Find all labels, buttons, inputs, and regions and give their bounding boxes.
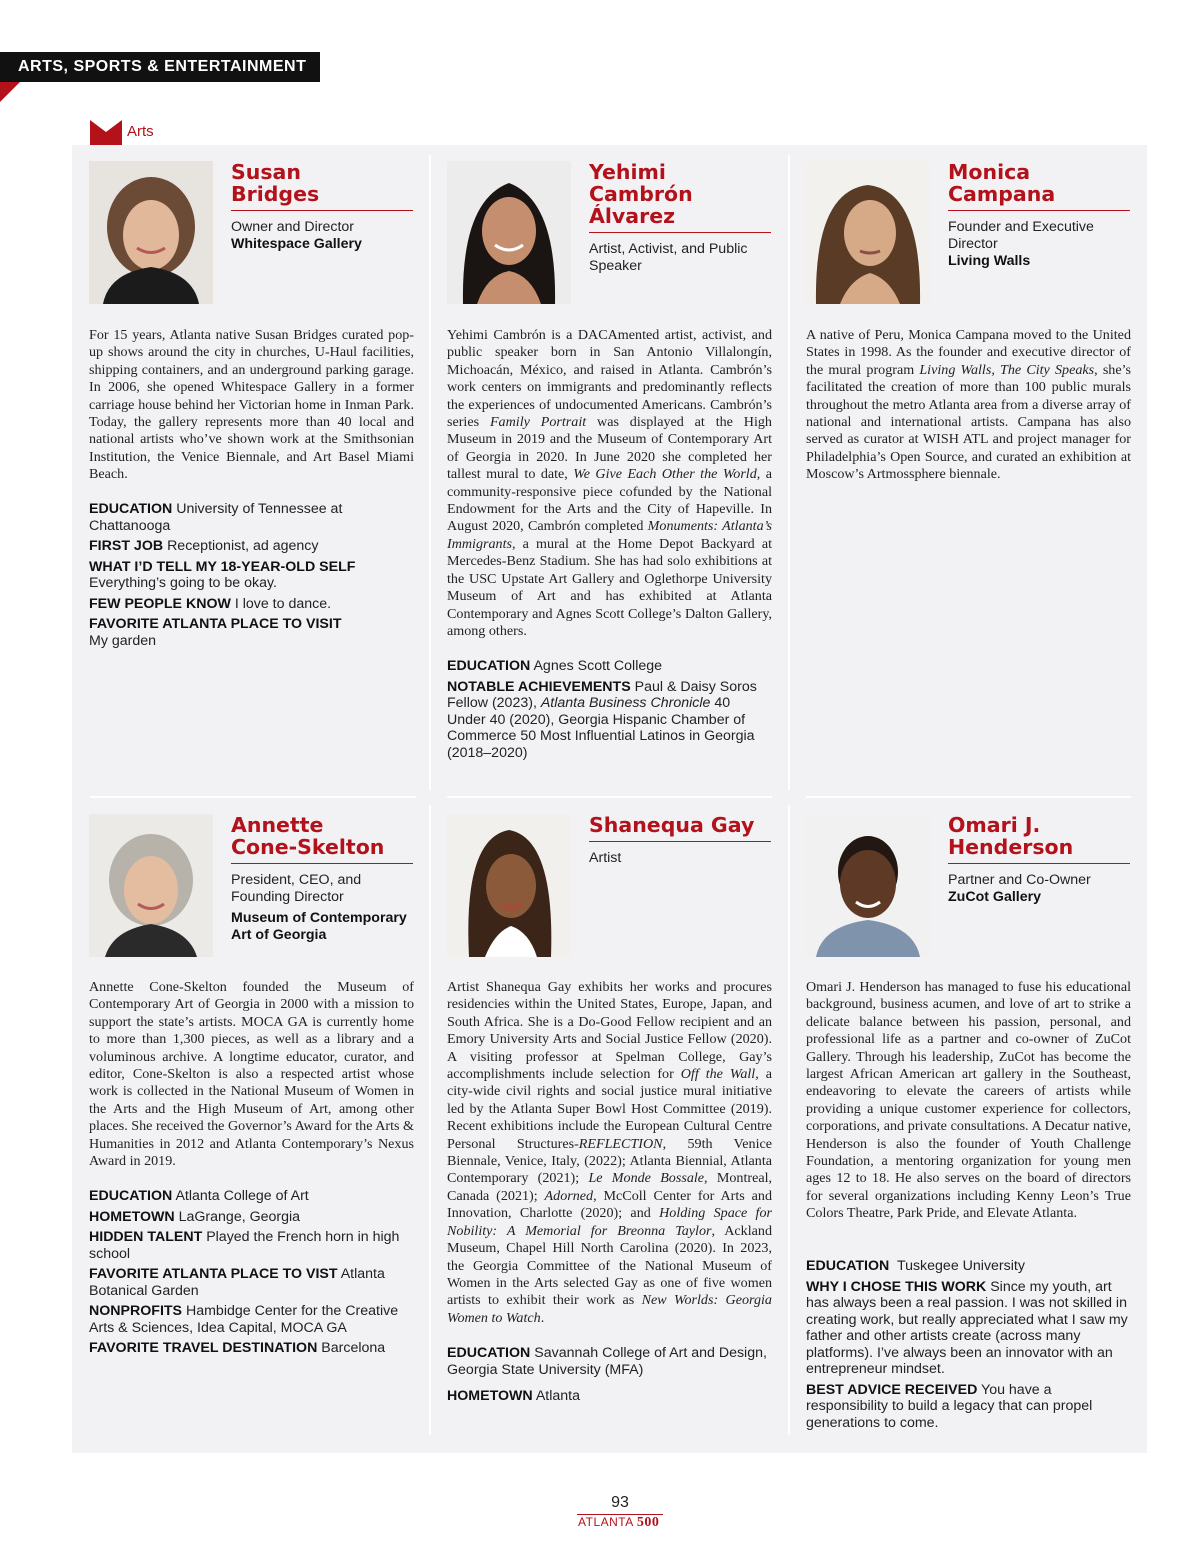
name-rule <box>589 232 771 233</box>
portrait-photo <box>447 161 571 304</box>
profile-bio <box>447 979 772 1327</box>
fact-key: FAVORITE ATLANTA PLACE TO VISIT <box>89 616 342 632</box>
column-divider <box>429 805 431 1435</box>
name-rule <box>231 210 413 211</box>
column-divider <box>788 155 790 790</box>
fact-key: FIRST JOB <box>89 538 164 554</box>
bio-title: New Worlds: Georgia Women to Watch <box>447 1292 772 1326</box>
fact-key: EDUCATION <box>89 1188 173 1204</box>
fact-value: Receptionist, ad agency <box>167 538 319 554</box>
fact-item <box>447 679 772 762</box>
fact-key: EDUCATION <box>806 1258 890 1274</box>
column-divider <box>788 805 790 1435</box>
fact-key: HIDDEN TALENT <box>89 1229 203 1245</box>
fact-key: EDUCATION <box>89 501 173 517</box>
fact-item <box>89 538 414 555</box>
profile-name: Shanequa Gay <box>589 813 755 837</box>
portrait-photo <box>806 814 930 957</box>
fact-key: FAVORITE ATLANTA PLACE TO VIST <box>89 1266 338 1282</box>
profile-facts <box>89 1188 414 1361</box>
publication-brand <box>578 1515 659 1531</box>
portrait-photo <box>806 161 930 304</box>
profile-name: Yehimi <box>589 160 666 184</box>
fact-key: EDUCATION <box>447 658 531 674</box>
bio-text: Artist Shanequa Gay exhibits her works and procures residencies within the United States, Europe, Japan, and South Africa. She is a Do-Good Fellow recipient and an Emory University Arts and Social Justice Fellow (2020). A visiting professor at Spelman College, Gay’s accomplishments include selection for <box>447 979 772 1083</box>
profile-card <box>447 814 772 1414</box>
name-rule <box>948 210 1130 211</box>
profile-org: Museum of Contemporary Art of Georgia <box>231 910 407 943</box>
profile-header <box>948 161 1130 270</box>
bio-text: was displayed at the High Museum in 2019 and the Museum of Contemporary Art of Georgia in 2020. In June 2020 she completed her tallest mural to date, <box>447 414 772 483</box>
bio-text: . <box>540 1309 545 1326</box>
bio-title: Off the Wall <box>680 1066 756 1083</box>
profile-header <box>231 814 413 944</box>
profile-card <box>89 814 414 1374</box>
bio-text: , she’s facilitated the creation of more than 100 public murals throughout the metro Atlanta area from a diverse array of national and international artists. Campana has also served as curator at WISH ATL and project manager for Philadelphia’s Open Source, and curated an exhibition at Moscow’s Artmossphere biennale. <box>806 361 1131 483</box>
profile-header <box>589 161 771 275</box>
profile-name: Bridges <box>231 182 320 206</box>
brand-text: ATLANTA <box>578 1515 634 1529</box>
profile-name: Campana <box>948 182 1056 206</box>
profile-header <box>231 161 413 253</box>
bio-text: , Ackland Museum, Chapel Hill North Carolina (2020). In 2023, the Georgia Committee of the National Museum of Women in the Arts selected Gay as one of five women artists to exhibit their work as <box>447 1222 772 1309</box>
profile-card <box>806 814 1131 1434</box>
fact-value: Hambidge Center for the Creative Arts & Sciences, Idea Capital, MOCA GA <box>89 1303 399 1336</box>
profile-name: Susan <box>231 160 301 184</box>
fact-value: You have a responsibility to build a legacy that can propel generations to come. <box>806 1381 1093 1431</box>
bio-text: A native of Peru, Monica Campana moved to the United States in 1998. As the founder and executive director of the mural program <box>806 327 1131 378</box>
profile-header <box>948 814 1130 906</box>
fact-value: Atlanta <box>535 1388 580 1404</box>
profile-facts <box>806 1258 1131 1435</box>
profile-card <box>806 161 1131 511</box>
profile-name: Omari J. <box>948 813 1041 837</box>
fact-key: WHY I CHOSE THIS WORK <box>806 1278 987 1295</box>
profile-org: ZuCot Gallery <box>948 889 1042 905</box>
fact-key: FEW PEOPLE KNOW <box>89 595 231 612</box>
fact-item <box>89 1340 414 1357</box>
profile-bio: Omari J. Henderson has managed to fuse his educational background, business acumen, and love of art to strike a delicate balance between his passion, personal, and professional life as a partner and co-owner of ZuCot Gallery. Through his leadership, ZuCot has become the largest African American art gallery in the Southeast, endeavoring to elevate the careers of artists while providing a unique customer experience for collectors, corporations, and private consultations. A Decatur native, Henderson is also the founder of Youth Challenge Foundation, a mentoring organization for young men ages 12 to 18. He also serves on the board of directors for several organizations including Kenny Leon’s True Colors Theatre, Park Pride, and Elevate Atlanta. <box>806 979 1131 1222</box>
fact-value: University of Tennessee at Chattanooga <box>89 501 343 534</box>
section-corner <box>0 82 20 102</box>
bio-title: Monuments: Atlanta’s Immigrants <box>447 518 772 552</box>
fact-item <box>447 1388 772 1405</box>
profile-org: Whitespace Gallery <box>231 236 362 252</box>
column-divider <box>429 155 431 790</box>
bio-text: Yehimi Cambrón is a DACAmented artist, activist, and public speaker born in San Antonio Villalongín, Michoacán, México, and raised in Atlanta. Cambrón’s work centers on immigrants and predominantly reflects the experiences of undocumented Americans. Cambrón’s series <box>447 327 772 431</box>
profile-name: Cambrón <box>589 182 693 206</box>
bio-title: REFLECTION <box>578 1135 663 1152</box>
profile-org: Living Walls <box>948 253 1031 269</box>
bio-title: Le Monde Bossale <box>588 1170 705 1187</box>
name-rule <box>948 863 1130 864</box>
profile-name: Monica <box>948 160 1031 184</box>
bio-text: , a city-wide civil rights and social justice mural initiative led by the Atlanta Super Bowl Host Committee (2019). Recent exhibitions include the European Cultural Centre Personal Structures- <box>447 1066 772 1152</box>
page-number: 93 <box>611 1494 629 1511</box>
row-divider <box>90 796 416 798</box>
bio-title: Living Walls, The City Speaks <box>919 361 1095 378</box>
profile-role: Artist, Activist, and Public Speaker <box>589 241 748 274</box>
bio-text: , Montreal, Canada (2021); <box>447 1170 773 1204</box>
profile-name: Henderson <box>948 835 1074 859</box>
fact-item <box>89 616 414 649</box>
profile-name: Cone-Skelton <box>231 835 385 859</box>
fact-value: Paul & Daisy Soros Fellow (2023), <box>447 678 757 711</box>
fact-item <box>89 1266 414 1299</box>
fact-value: Atlanta College of Art <box>175 1188 309 1204</box>
fact-item <box>806 1279 1131 1378</box>
bio-text: , 59th Venice Biennale, Venice, Italy, (2022); Atlanta Biennial, Atlanta Contemporary (2021); <box>447 1135 772 1187</box>
fact-item <box>89 1229 414 1262</box>
category-label: Arts <box>127 123 154 140</box>
profile-role: Partner and Co-Owner <box>948 872 1091 888</box>
fact-value: Since my youth, art has always been a real passion. I was not skilled in creating work, but really appreciated what I saw my father and other artists create (across many platforms). I’ve always been an innovator with an entrepreneur mindset. <box>806 1278 1128 1377</box>
profile-bio <box>806 327 1131 484</box>
fact-key: FAVORITE TRAVEL DESTINATION <box>89 1340 318 1356</box>
row-divider <box>447 796 772 798</box>
fact-value: Savannah College of Art and Design, Georgia State University (MFA) <box>447 1345 767 1378</box>
fact-key: HOMETOWN <box>89 1208 175 1225</box>
profile-bio <box>447 327 772 640</box>
fact-key: NOTABLE ACHIEVEMENTS <box>447 678 631 695</box>
profile-card <box>89 161 414 661</box>
fact-item <box>89 596 414 613</box>
fact-item <box>89 559 414 592</box>
fact-item <box>89 501 414 534</box>
fact-item <box>447 1345 772 1378</box>
fact-key: EDUCATION <box>447 1345 531 1361</box>
fact-value: Played the French horn in high school <box>89 1229 400 1262</box>
profile-name: Álvarez <box>589 204 676 228</box>
portrait-photo <box>89 161 213 304</box>
profile-role: President, CEO, and Founding Director <box>231 872 362 905</box>
fact-value-title: Atlanta Business Chronicle <box>540 695 711 711</box>
profile-header <box>589 814 771 867</box>
fact-item <box>89 1303 414 1336</box>
bio-title: Adorned <box>544 1187 594 1204</box>
fact-value: Tuskegee University <box>896 1258 1025 1274</box>
bio-text: , McColl Center for Arts and Innovation, Charlotte (2020); and <box>447 1187 772 1222</box>
profile-bio: Annette Cone-Skelton founded the Museum of Contemporary Art of Georgia in 2000 with a mission to support the state’s artists. MOCA GA is currently home to more than 1,300 pieces, as well as a library and a voluminous archive. A longtime educator, curator, and editor, Cone-Skelton is also a respected artist whose work is collected in the National Museum of Women in the Arts and the High Museum of Art, among other places. She received the Governor’s Award for the Arts & Humanities in 2012 and Atlanta Contemporary’s Nexus Award in 2019. <box>89 979 414 1170</box>
bio-title: Family Portrait <box>489 414 587 431</box>
name-rule <box>231 863 413 864</box>
portrait-photo <box>89 814 213 957</box>
profile-facts <box>89 501 414 653</box>
fact-value: LaGrange, Georgia <box>178 1208 301 1225</box>
fact-value: Barcelona <box>321 1340 386 1356</box>
profile-role: Founder and Executive Director <box>948 219 1094 252</box>
fact-value: I love to dance. <box>234 595 332 612</box>
fact-key: WHAT I’D TELL MY 18-YEAR-OLD SELF <box>89 558 356 575</box>
profile-name: Annette <box>231 813 324 837</box>
portrait-photo <box>447 814 571 957</box>
row-divider <box>806 796 1131 798</box>
profile-bio: For 15 years, Atlanta native Susan Bridges curated pop-up shows around the city in churches, U-Haul facilities, shipping containers, and an underground parking garage. In 2006, she opened Whitespace Gallery in a former carriage house behind her Victorian home in Inman Park. Today, the gallery represents more than 40 local and national artists who’ve shown work at the Smithsonian Institution, the Venice Biennale, and Art Basel Miami Beach. <box>89 327 414 483</box>
fact-item <box>89 1188 414 1205</box>
fact-value: Everything’s going to be okay. <box>89 575 277 591</box>
fact-item <box>447 658 772 675</box>
name-rule <box>589 841 771 842</box>
bio-text: , a mural at the Home Depot Backyard at Mercedes-Benz Stadium. She has had solo exhibitions at the USC Upstate Art Gallery and Oglethorpe University Museum of Art and has exhibited at Atlanta Contemporary and Agnes Scott College’s Dalton Gallery, among others. <box>447 535 772 639</box>
fact-key: NONPROFITS <box>89 1303 183 1319</box>
fact-value: My garden <box>89 632 157 649</box>
profile-facts <box>447 1345 772 1409</box>
profile-role: Artist <box>589 850 622 866</box>
fact-item <box>806 1382 1131 1432</box>
bio-title: We Give Each Other the World <box>573 466 757 483</box>
fact-key: HOMETOWN <box>447 1388 533 1404</box>
bio-text: , a community-responsive piece cofunded by the National Endowment for the Arts and the City of Hapeville. In August 2020, Cambrón completed <box>447 466 773 535</box>
fact-value: 40 Under 40 (2020), Georgia Hispanic Chamber of Commerce 50 Most Influential Latinos in Georgia (2018–2020) <box>447 695 755 761</box>
profile-card <box>447 161 772 771</box>
fact-value: Atlanta Botanical Garden <box>89 1266 385 1299</box>
bio-title: Holding Space for Nobility: A Memorial for Breonna Taylor <box>447 1205 772 1239</box>
fact-key: BEST ADVICE RECEIVED <box>806 1381 978 1398</box>
fact-item <box>89 1209 414 1226</box>
brand-number: 500 <box>636 1515 660 1530</box>
fact-item <box>806 1258 1131 1275</box>
profile-role: Owner and Director <box>231 219 355 235</box>
profile-facts <box>447 658 772 765</box>
fact-value: Agnes Scott College <box>533 658 663 674</box>
section-tab: ARTS, SPORTS & ENTERTAINMENT <box>0 52 320 82</box>
